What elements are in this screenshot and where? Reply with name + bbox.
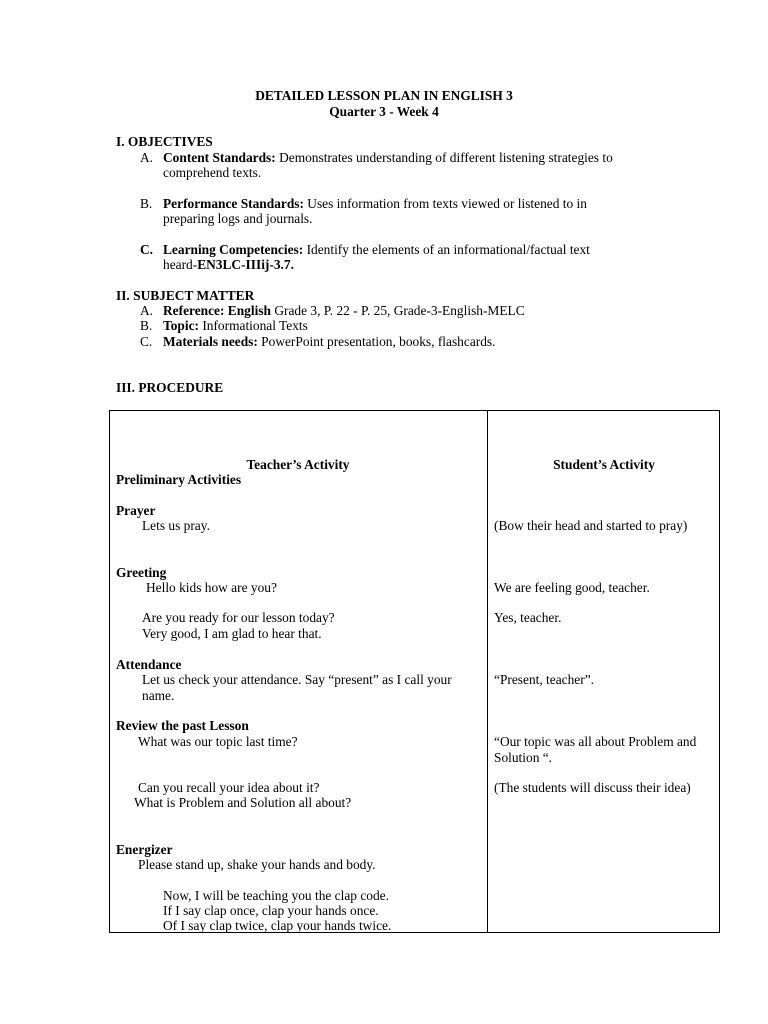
attendance-student-text: “Present, teacher”.	[494, 672, 594, 687]
review-student-text-1a: “Our topic was all about Problem and	[494, 734, 697, 749]
subject-matter-heading: II. SUBJECT MATTER	[116, 288, 255, 303]
attendance-teacher-text-1: Let us check your attendance. Say “present” as I call your	[142, 672, 452, 687]
reference-text: Grade 3, P. 22 - P. 25, Grade-3-English-MELC	[270, 303, 525, 318]
review-heading: Review the past Lesson	[116, 718, 249, 733]
column-divider	[487, 410, 488, 933]
preliminary-activities-heading: Preliminary Activities	[116, 472, 242, 487]
objective-a-letter: A.	[140, 150, 154, 165]
objective-c-label: Learning Competencies:	[163, 242, 304, 257]
objective-b	[163, 196, 587, 211]
energizer-teacher-text-1: Please stand up, shake your hands and body.	[138, 857, 376, 872]
energizer-teacher-text-4: Of I say clap twice, clap your hands twice.	[163, 918, 392, 933]
objective-a	[163, 150, 613, 165]
prayer-teacher-text: Lets us pray.	[142, 518, 210, 533]
objective-a-text: Demonstrates understanding of different listening strategies to	[275, 150, 613, 165]
objective-c	[163, 242, 590, 257]
materials-text: PowerPoint presentation, books, flashcards.	[257, 334, 496, 349]
subject-a-letter: A.	[140, 303, 154, 318]
review-student-text-2: (The students will discuss their idea)	[494, 780, 691, 795]
objectives-heading: I. OBJECTIVES	[116, 134, 213, 149]
energizer-heading: Energizer	[116, 842, 173, 857]
attendance-heading: Attendance	[116, 657, 182, 672]
energizer-teacher-text-2: Now, I will be teaching you the clap code.	[163, 888, 389, 903]
greeting-student-text-1: We are feeling good, teacher.	[494, 580, 650, 595]
competency-code: EN3LC-IIIij-3.7.	[197, 257, 294, 272]
teacher-activity-header: Teacher’s Activity	[246, 457, 350, 472]
topic-text: Informational Texts	[198, 318, 308, 333]
greeting-teacher-text-1: Hello kids how are you?	[146, 580, 277, 595]
subject-materials	[163, 334, 495, 349]
subject-reference	[163, 303, 525, 318]
objective-b-text: Uses information from texts viewed or listened to in	[303, 196, 587, 211]
subject-b-letter: B.	[140, 318, 153, 333]
document-title: DETAILED LESSON PLAN IN ENGLISH 3	[255, 88, 513, 103]
review-teacher-text-2: Can you recall your idea about it?	[138, 780, 320, 795]
review-teacher-text-3: What is Problem and Solution all about?	[134, 795, 352, 810]
objective-a-text-cont: comprehend texts.	[163, 165, 262, 180]
greeting-heading: Greeting	[116, 565, 167, 580]
greeting-teacher-text-2: Are you ready for our lesson today?	[142, 610, 335, 625]
review-student-text-1b: Solution “.	[494, 750, 553, 765]
energizer-teacher-text-3: If I say clap once, clap your hands once.	[163, 903, 379, 918]
objective-b-label: Performance Standards:	[163, 196, 304, 211]
attendance-teacher-text-2: name.	[142, 688, 175, 703]
procedure-heading: III. PROCEDURE	[116, 380, 224, 395]
objective-a-label: Content Standards:	[163, 150, 276, 165]
greeting-student-text-2: Yes, teacher.	[494, 610, 562, 625]
materials-label: Materials needs:	[163, 334, 258, 349]
review-teacher-text-1: What was our topic last time?	[138, 734, 298, 749]
objective-b-text-cont: preparing logs and journals.	[163, 211, 313, 226]
objective-c-heard: heard-	[163, 257, 198, 272]
student-activity-header: Student’s Activity	[553, 457, 655, 472]
objective-b-letter: B.	[140, 196, 153, 211]
objective-c-letter: C.	[140, 242, 154, 257]
topic-label: Topic:	[163, 318, 199, 333]
objective-c-text: Identify the elements of an informational/factual text	[303, 242, 590, 257]
document-subtitle: Quarter 3 - Week 4	[329, 104, 439, 119]
reference-label: Reference: English	[163, 303, 271, 318]
subject-topic	[163, 318, 308, 333]
subject-c-letter: C.	[140, 334, 153, 349]
prayer-heading: Prayer	[116, 503, 156, 518]
greeting-teacher-text-3: Very good, I am glad to hear that.	[142, 626, 322, 641]
prayer-student-text: (Bow their head and started to pray)	[494, 518, 688, 533]
objective-c-text-cont	[163, 257, 294, 272]
